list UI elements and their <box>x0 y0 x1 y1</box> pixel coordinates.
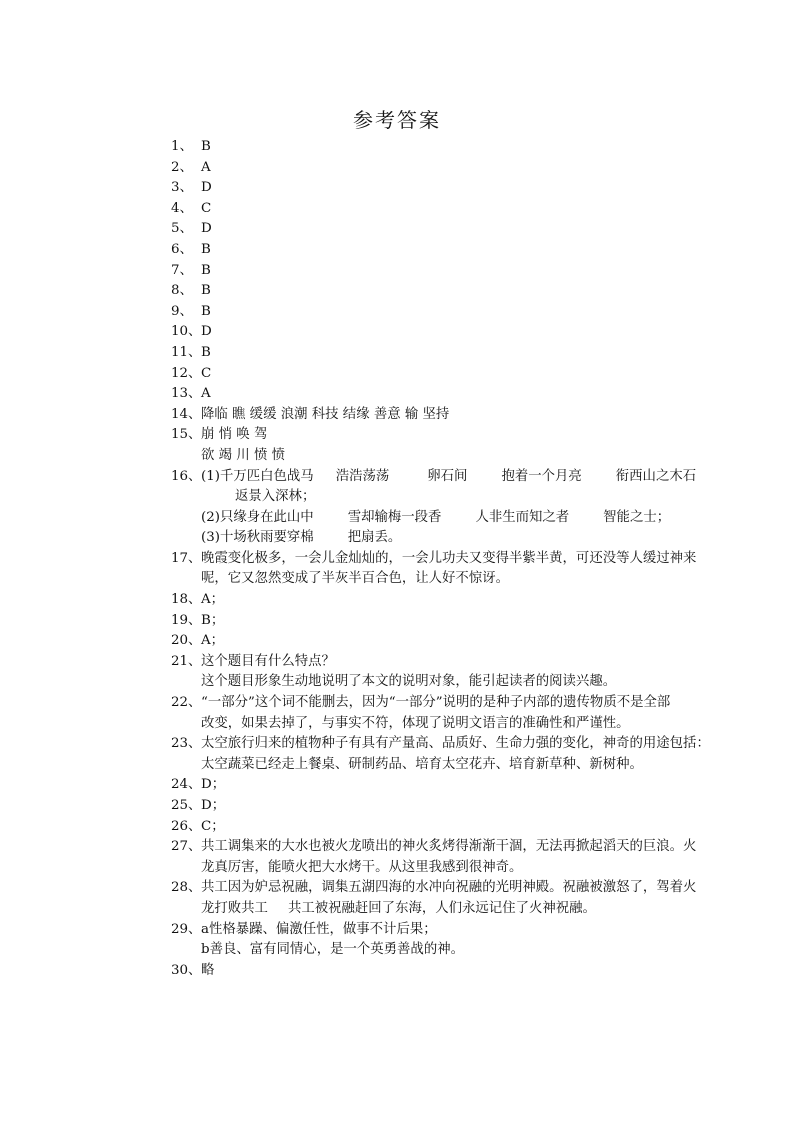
answer-13 <box>171 384 731 405</box>
answer-text-segment: 共工被祝融赶回了东海，人们永远记住了火神祝融。 <box>287 900 596 916</box>
answer-17 <box>171 549 731 570</box>
answer-3 <box>171 178 731 199</box>
answer-number: 6、 <box>171 241 193 257</box>
answer-number: 10、 <box>171 324 202 340</box>
answer-text-line-1: 这个题目有什么特点？ <box>201 653 335 669</box>
answer-text: B <box>201 344 211 360</box>
answer-15 <box>171 425 731 446</box>
answer-number: 21、 <box>171 653 202 669</box>
part-item: 只缘身在此山中 <box>219 509 314 525</box>
answer-number: 26、 <box>171 818 202 834</box>
answer-28 <box>171 878 731 899</box>
answer-21-line-2: 这个题目形象生动地说明了本文的说明对象，能引起读者的阅读兴趣。 <box>201 674 617 690</box>
part-item: 智能之士； <box>603 509 671 525</box>
answer-number: 9、 <box>171 303 193 319</box>
answer-text: D <box>201 324 212 340</box>
answer-21 <box>171 652 731 673</box>
answer-number: 8、 <box>171 283 193 299</box>
answer-4 <box>171 199 731 220</box>
answer-text-line-1: a性格暴躁、偏激任性，做事不计后果； <box>201 921 437 937</box>
answer-number: 23、 <box>171 736 202 752</box>
answer-number: 25、 <box>171 798 202 813</box>
answer-text-line-1: “一部分”这个词不能删去，因为“一部分”说明的是种子内部的遗传物质不是全部 <box>201 695 671 711</box>
answer-text: B <box>201 283 211 299</box>
answer-27 <box>171 837 731 858</box>
answer-number: 27、 <box>171 839 202 855</box>
page-title: 参考答案 <box>353 108 441 132</box>
answer-number: 28、 <box>171 880 202 896</box>
part-item: 浩浩荡荡 <box>335 468 390 484</box>
answer-number: 29、 <box>171 921 202 937</box>
part-label: (1) <box>201 468 220 484</box>
answer-list <box>171 137 731 981</box>
answer-24 <box>171 775 731 796</box>
answer-text: D； <box>201 777 226 793</box>
answer-text-line-1: 崩 悄 唤 驾 <box>201 427 268 443</box>
answer-6 <box>171 240 731 261</box>
answer-text: A； <box>201 633 225 649</box>
answer-16-part-2 <box>171 508 731 529</box>
part-item: 千万匹白色战马 <box>219 468 314 484</box>
answer-number: 2、 <box>171 159 193 175</box>
answer-text: A <box>201 386 211 402</box>
answer-text: 略 <box>201 962 215 978</box>
answer-14 <box>171 405 731 426</box>
answer-25 <box>171 796 731 817</box>
answer-text: D <box>201 221 212 237</box>
answer-28-line-2 <box>171 899 731 920</box>
part-item: 十场秋雨要穿棉 <box>219 530 314 546</box>
answer-5 <box>171 219 731 240</box>
answer-text: B <box>201 139 211 154</box>
part-label: (2) <box>201 509 220 525</box>
answer-9 <box>171 302 731 323</box>
answer-text-line-1: 共工因为妒忌祝融，调集五湖四海的水冲向祝融的光明神殿。祝融被激怒了，驾着火 <box>201 880 697 896</box>
answer-30 <box>171 961 731 982</box>
answer-text: D <box>201 180 212 196</box>
answer-text: C； <box>201 818 225 834</box>
answer-23 <box>171 734 731 755</box>
answer-17-line-2: 呢，它又忽然变成了半灰半百合色，让人好不惊讶。 <box>201 571 509 587</box>
answer-number: 13、 <box>171 386 202 402</box>
answer-8 <box>171 281 731 302</box>
answer-16-part-1-continuation: 返景入深林； <box>235 489 316 505</box>
answer-number: 16、 <box>171 468 202 484</box>
answer-12 <box>171 364 731 385</box>
answer-text: A； <box>201 592 225 608</box>
answer-text-line-1: 共工调集来的大水也被火龙喷出的神火炙烤得渐渐干涸，无法再掀起滔天的巨浪。火 <box>201 839 697 855</box>
answer-number: 17、 <box>171 550 202 566</box>
answer-7 <box>171 261 731 282</box>
answer-text: A <box>201 159 211 175</box>
answer-22 <box>171 693 731 714</box>
answer-number: 1、 <box>171 139 193 154</box>
answer-text: C <box>201 365 212 381</box>
part-item: 雪却输梅一段香 <box>347 509 442 525</box>
part-label: (3) <box>201 530 220 546</box>
answer-16-part-3 <box>171 528 731 549</box>
answer-19 <box>171 611 731 632</box>
answer-29-line-2: b善良、富有同情心，是一个英勇善战的神。 <box>201 942 464 958</box>
answer-number: 20、 <box>171 633 202 649</box>
answer-1 <box>171 137 731 158</box>
answer-text-line-1: 太空旅行归来的植物种子有具有产量高、品质好、生命力强的变化，神奇的用途包括： <box>201 736 710 752</box>
answer-27-line-2: 龙真厉害，能喷火把大水烤干。从这里我感到很神奇。 <box>201 859 523 875</box>
answer-number: 5、 <box>171 221 193 237</box>
answer-2 <box>171 158 731 179</box>
answer-number: 24、 <box>171 777 202 793</box>
answer-29 <box>171 920 731 941</box>
answer-number: 22、 <box>171 695 202 711</box>
answer-text: B <box>201 241 211 257</box>
answer-18 <box>171 590 731 611</box>
part-item: 抱着一个月亮 <box>501 468 582 484</box>
answer-text-segment: 龙打败共工 <box>201 900 268 916</box>
part-item: 衔西山之木石 <box>615 468 697 484</box>
answer-26 <box>171 817 731 838</box>
answer-number: 30、 <box>171 962 202 978</box>
answer-number: 18、 <box>171 592 202 608</box>
answer-number: 15、 <box>171 427 202 443</box>
answer-10 <box>171 322 731 343</box>
answer-number: 12、 <box>171 365 202 381</box>
answer-text: C <box>201 200 212 216</box>
answer-text: D； <box>201 798 226 813</box>
multiple-choice-answers <box>171 137 731 405</box>
answer-11 <box>171 343 731 364</box>
answer-number: 4、 <box>171 200 193 216</box>
part-item: 卵石间 <box>427 468 468 484</box>
part-item: 人非生而知之者 <box>475 509 570 525</box>
answer-number: 7、 <box>171 262 193 278</box>
answer-text: B <box>201 262 211 278</box>
answer-text: B <box>201 303 211 319</box>
answer-20 <box>171 631 731 652</box>
answer-text-line-1: 晚霞变化极多，一会儿金灿灿的，一会儿功夫又变得半紫半黄，可还没等人缓过神来 <box>201 550 697 566</box>
answer-number: 19、 <box>171 612 202 628</box>
answer-number: 14、 <box>171 406 202 422</box>
part-item: 把扇丢。 <box>347 530 402 546</box>
answer-22-line-2: 改变，如果去掉了，与事实不符，体现了说明文语言的准确性和严谨性。 <box>201 715 630 731</box>
answer-number: 3、 <box>171 180 193 196</box>
answer-number: 11、 <box>171 344 202 360</box>
answer-text: 降临 瞧 缓缓 浪潮 科技 结缘 善意 输 坚持 <box>201 406 450 422</box>
answer-15-line-2: 欲 竭 川 愤 愤 <box>201 447 285 463</box>
answer-16-part-1 <box>171 467 731 488</box>
answer-text: B； <box>201 612 225 628</box>
answer-23-line-2: 太空蔬菜已经走上餐桌、研制药品、培育太空花卉、培育新草种、新树种。 <box>201 756 643 772</box>
